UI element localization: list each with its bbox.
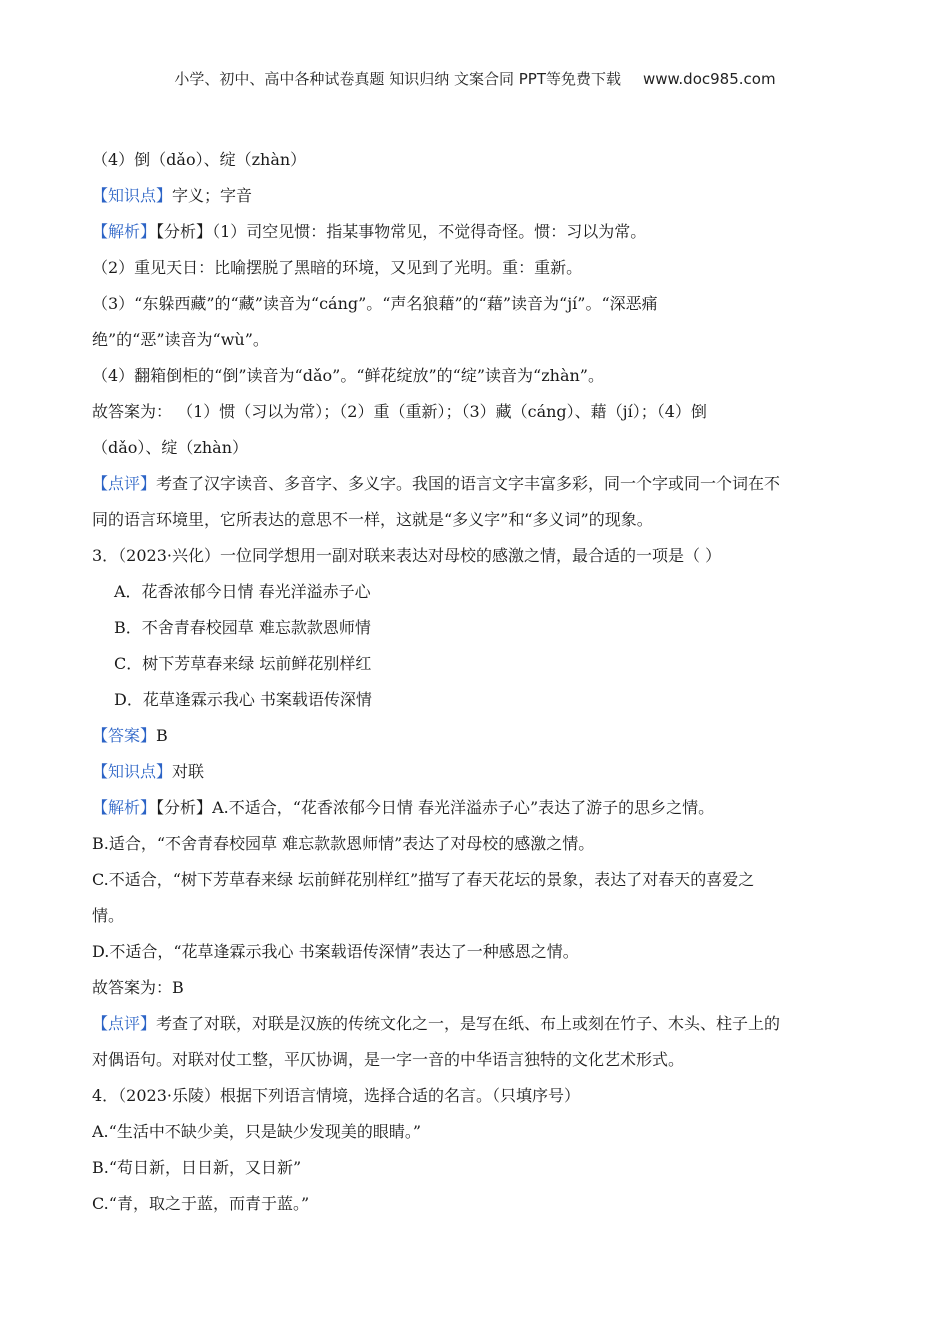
q3-analysis-c2: 情。 <box>92 906 125 925</box>
q4-option-c: C.“青，取之于蓝，而青于蓝。” <box>92 1194 310 1213</box>
q2-analysis-3b: 绝”的“恶”读音为“wù”。 <box>92 330 269 349</box>
header-site-link[interactable]: www.doc985.com <box>642 70 776 88</box>
fenxi-tag: 【分析】 <box>156 222 213 241</box>
header-text: 小学、初中、高中各种试卷真题 知识归纳 文案合同 PPT等免费下载 <box>174 70 621 88</box>
q3-analysis-b: B.适合，“不舍青春校园草 难忘款款恩师情”表达了对母校的感激之情。 <box>92 834 595 853</box>
q2-analysis-2: （2）重见天日：比喻摆脱了黑暗的环境，又见到了光明。重：重新。 <box>92 258 583 277</box>
q3-answer: B <box>156 726 168 745</box>
knowledge-tag: 知识点 <box>108 186 157 205</box>
page-header <box>0 68 950 89</box>
analysis-tag: 解析 <box>108 222 141 241</box>
q3-answer-row: 【答案】B <box>92 726 168 745</box>
q2-analysis-4: （4）翻箱倒柜的“倒”读音为“dǎo”。“鲜花绽放”的“绽”读音为“zhàn”。 <box>92 366 604 385</box>
q2-answer-b: （dǎo）、绽（zhàn） <box>92 438 248 457</box>
q3-knowledge-row: 【知识点】对联 <box>92 762 205 781</box>
comment-tag: 点评 <box>108 1014 141 1033</box>
q3-analysis-c1: C.不适合，“树下芳草春来绿 坛前鲜花别样红”描写了春天花坛的景象，表达了对春天的喜爱之 <box>92 870 755 889</box>
q3-comment-a: 考查了对联，对联是汉族的传统文化之一，是写在纸、布上或刻在竹子、木头、柱子上的 <box>156 1014 781 1033</box>
q3-option-b: B．不舍青春校园草 难忘款款恩师情 <box>114 618 371 637</box>
q2-comment-b: 同的语言环境里，它所表达的意思不一样，这就是“多义字”和“多义词”的现象。 <box>92 510 653 529</box>
q2-comment-row: 【点评】考查了汉字读音、多音字、多义字。我国的语言文字丰富多彩，同一个字或同一个词在不 <box>92 474 781 493</box>
answer-tag: 答案 <box>108 726 141 745</box>
q2-analysis-row-1: 【解析】【分析】（1）司空见惯：指某事物常见，不觉得奇怪。惯：习以为常。 <box>92 222 647 241</box>
analysis-tag: 解析 <box>108 798 141 817</box>
q3-analysis-a: A.不适合，“花香浓郁今日情 春光洋溢赤子心”表达了游子的思乡之情。 <box>212 798 715 817</box>
q2-analysis-3a: （3）“东躲西藏”的“藏”读音为“cáng”。“声名狼藉”的“藉”读音为“jí”。“深恶痛 <box>92 294 658 313</box>
q3-final: 故答案为：B <box>92 978 184 997</box>
knowledge-tag: 知识点 <box>108 762 157 781</box>
q4-option-a: A.“生活中不缺少美，只是缺少发现美的眼睛。” <box>92 1122 422 1141</box>
q4-option-b: B.“苟日新，日日新，又日新” <box>92 1158 302 1177</box>
document-body <box>92 142 852 1222</box>
q3-stem: 3．（2023·兴化）一位同学想用一副对联来表达对母校的感激之情，最合适的一项是（ ） <box>92 546 722 565</box>
q3-analysis-d: D.不适合，“花草逢霖示我心 书案载语传深情”表达了一种感恩之情。 <box>92 942 579 961</box>
q3-comment-b: 对偶语句。对联对仗工整，平仄协调，是一字一音的中华语言独特的文化艺术形式。 <box>92 1050 685 1069</box>
q3-comment-row: 【点评】考查了对联，对联是汉族的传统文化之一，是写在纸、布上或刻在竹子、木头、柱子上的 <box>92 1014 781 1033</box>
q3-option-a: A．花香浓郁今日情 春光洋溢赤子心 <box>114 582 371 601</box>
q3-knowledge: 对联 <box>172 762 205 781</box>
q2-knowledge-row: 【知识点】字义；字音 <box>92 186 253 205</box>
comment-tag: 点评 <box>108 474 141 493</box>
q2-comment-a: 考查了汉字读音、多音字、多义字。我国的语言文字丰富多彩，同一个字或同一个词在不 <box>156 474 781 493</box>
q2-analysis-1: （1）司空见惯：指某事物常见，不觉得奇怪。惯：习以为常。 <box>212 222 647 241</box>
q3-option-c: C．树下芳草春来绿 坛前鲜花别样红 <box>114 654 372 673</box>
q4-stem: 4．（2023·乐陵）根据下列语言情境，选择合适的名言。（只填序号） <box>92 1086 580 1105</box>
q2-knowledge: 字义；字音 <box>172 186 253 205</box>
q2-line-4: （4）倒（dǎo）、绽（zhàn） <box>92 150 307 169</box>
q2-answer-a: 故答案为： （1）惯（习以为常）；（2）重（重新）；（3）藏（cáng）、藉（jí）；（4）倒 <box>92 402 707 421</box>
q3-option-d: D．花草逢霖示我心 书案载语传深情 <box>114 690 372 709</box>
fenxi-tag: 【分析】 <box>156 798 213 817</box>
q3-analysis-row-a: 【解析】【分析】A.不适合，“花香浓郁今日情 春光洋溢赤子心”表达了游子的思乡之情。 <box>92 798 715 817</box>
